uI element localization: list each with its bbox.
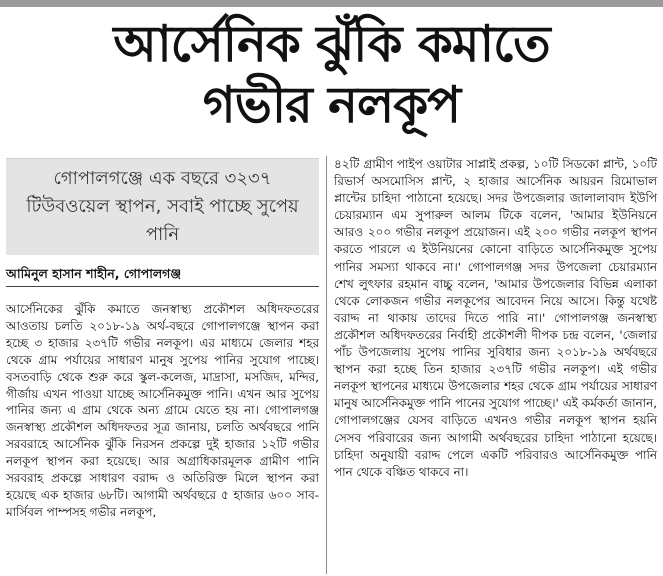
top-rule [0, 0, 663, 7]
headline [0, 14, 663, 136]
article-body-left: আর্সেনিকের ঝুঁকি কমাতে জনস্বাস্থ্য প্রকৌশল অধিদফতরের আওতায় চলতি ২০১৮-১৯ অর্থ-বছরে গোপালগঞ্জে স্থাপন করা হচ্ছে ৩ হাজার ২৩৭টি গভীর নলকূপ। এর মাধ্যমে জেলার শহর থেকে গ্রাম পর্যায়ের সাধারণ মানুষ সুপেয় পানির সুযোগ পাচ্ছে। বসতবাড়ি থেকে শুরু করে স্কুল-কলেজ, মাদ্রাসা, মসজিদ, মন্দির, গীর্জায় এখন পাওয়া যাচ্ছে আর্সেনিকমুক্ত পানি। এখন আর সুপেয় পানির জন্য এ গ্রাম থেকে অন্য গ্রামে যেতে হয় না। গোপালগঞ্জ জনস্বাস্থ্য প্রকৌশল অধিদফতর সূত্র জানায়, চলতি অর্থবছরে পানি সরবরাহে আর্সেনিক ঝুঁকি নিরসন প্রকল্পে দুই হাজার ১২টি গভীর নলকূপ স্থাপন করা হয়েছে। আর অগ্রাধিকারমূলক গ্রামীণ পানি সরবরাহ প্রকল্পে সাধারণ বরাদ্দ ও অতিরিক্ত মিলে স্থাপন করা হয়েছে এক হাজার ৬৮টি। আগামী অর্থবছরে ৫ হাজার ৬০০ সাব-মার্সিবল পাম্পসহ গভীর নলকূপ, [6, 302, 319, 519]
headline-line-2: গভীর নলকূপ [202, 76, 461, 134]
right-column [334, 156, 657, 481]
left-column [6, 158, 319, 521]
article-body-right: ৪২টি গ্রামীণ পাইপ ওয়াটার সাপ্লাই প্রকল্প, ১০টি সিডকো প্লান্ট, ১০টি রিভার্স অসমোসিস প্লান্ট, ২ হাজার আর্সেনিক আয়রন রিমোভাল প্লান্টের চাহিদা পাঠানো হয়েছে। সদর উপজেলার জালালাবাদ ইউপি চেয়ারম্যান এম সুপারুল আলম টিকে বলেন, 'আমার ইউনিয়নে আরও ২০০ গভীর নলকূপ প্রয়োজন। এই ২০০ গভীর নলকূপ স্থাপন করতে পারলে এ ইউনিয়নের কোনো বাড়িতে আর্সেনিকমুক্ত সুপেয় পানির সমস্যা থাকবে না।' গোপালগঞ্জ সদর উপজেলা চেয়ারম্যান শেখ লুৎফার রহমান বাচ্চু বলেন, 'আমার উপজেলার বিভিন্ন এলাকা থেকে লোকজন গভীর নলকূপের আবেদন নিয়ে আসে। কিন্তু যথেষ্ট বরাদ্দ না থাকায় তাদের দিতে পারি না।' গোপালগঞ্জ জনস্বাস্থ্য প্রকৌশল অধিদফতরের নির্বাহী প্রকৌশলী দীপক চন্দ্র বলেন, 'জেলার পাঁচ উপজেলায় সুপেয় পানির সুবিধার জন্য ২০১৮-১৯ অর্থবছরে স্থাপন করা হচ্ছে তিন হাজার ২৩৭টি গভীর নলকূপ। এই গভীর নলকূপ স্থাপনের মাধ্যমে উপজেলার শহর থেকে গ্রাম পর্যায়ের সাধারণ মানুষ আর্সেনিকমুক্ত পানি পানের সুযোগ পাচ্ছে।' এই কর্মকর্তা জানান, গোপালগঞ্জের যেসব বাড়িতে এখনও গভীর নলকূপ স্থাপন হয়নি সেসব পরিবারের জন্য আগামী অর্থবছরের চাহিদা পাঠানো হয়েছে। চাহিদা অনুযায়ী বরাদ্দ পেলে একটি পরিবারও আর্সেনিকমুক্ত পানি পান থেকে বঞ্চিত থাকবে না। [334, 157, 657, 479]
column-divider [326, 156, 327, 574]
headline-line-1: আর্সেনিক ঝুঁকি কমাতে [113, 15, 550, 73]
subheadline: গোপালগঞ্জে এক বছরে ৩২৩৭ টিউবওয়েল স্থাপন, সবাই পাচ্ছে সুপেয় পানি [6, 158, 319, 255]
byline: আমিনুল হাসান শাহীন, গোপালগঞ্জ [6, 265, 319, 287]
